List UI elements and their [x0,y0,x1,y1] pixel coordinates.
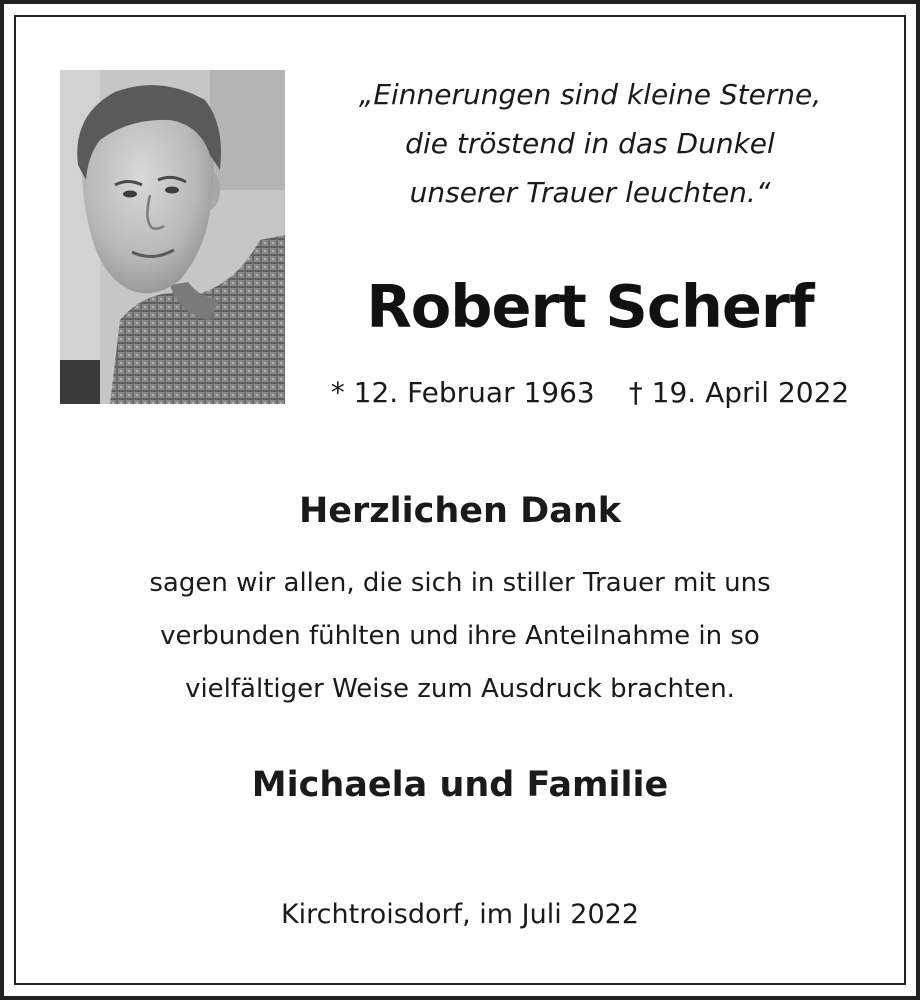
life-dates [300,374,880,412]
thanks-line: sagen wir allen, die sich in stiller Trauer mit uns [149,568,771,598]
memorial-quote [300,70,880,217]
deceased-name: Robert Scherf [366,272,814,341]
death-date: † 19. April 2022 [628,376,850,409]
quote-line: „Einnerungen sind kleine Sterne, [358,78,822,111]
portrait-photo [60,70,285,404]
birth-date: * 12. Februar 1963 [330,376,595,409]
thanks-line: vielfältiger Weise zum Ausdruck brachten. [185,674,735,704]
thanks-heading: Herzlichen Dank [298,491,622,531]
quote-line: die tröstend in das Dunkel [405,127,775,160]
quote-line: unserer Trauer leuchten.“ [409,176,771,209]
thanks-text [0,557,920,716]
place-date: Kirchtroisdorf, im Juli 2022 [280,899,640,930]
signature: Michaela und Familie [251,765,669,805]
thanks-line: verbunden fühlten und ihre Anteilnahme in so [160,621,760,651]
